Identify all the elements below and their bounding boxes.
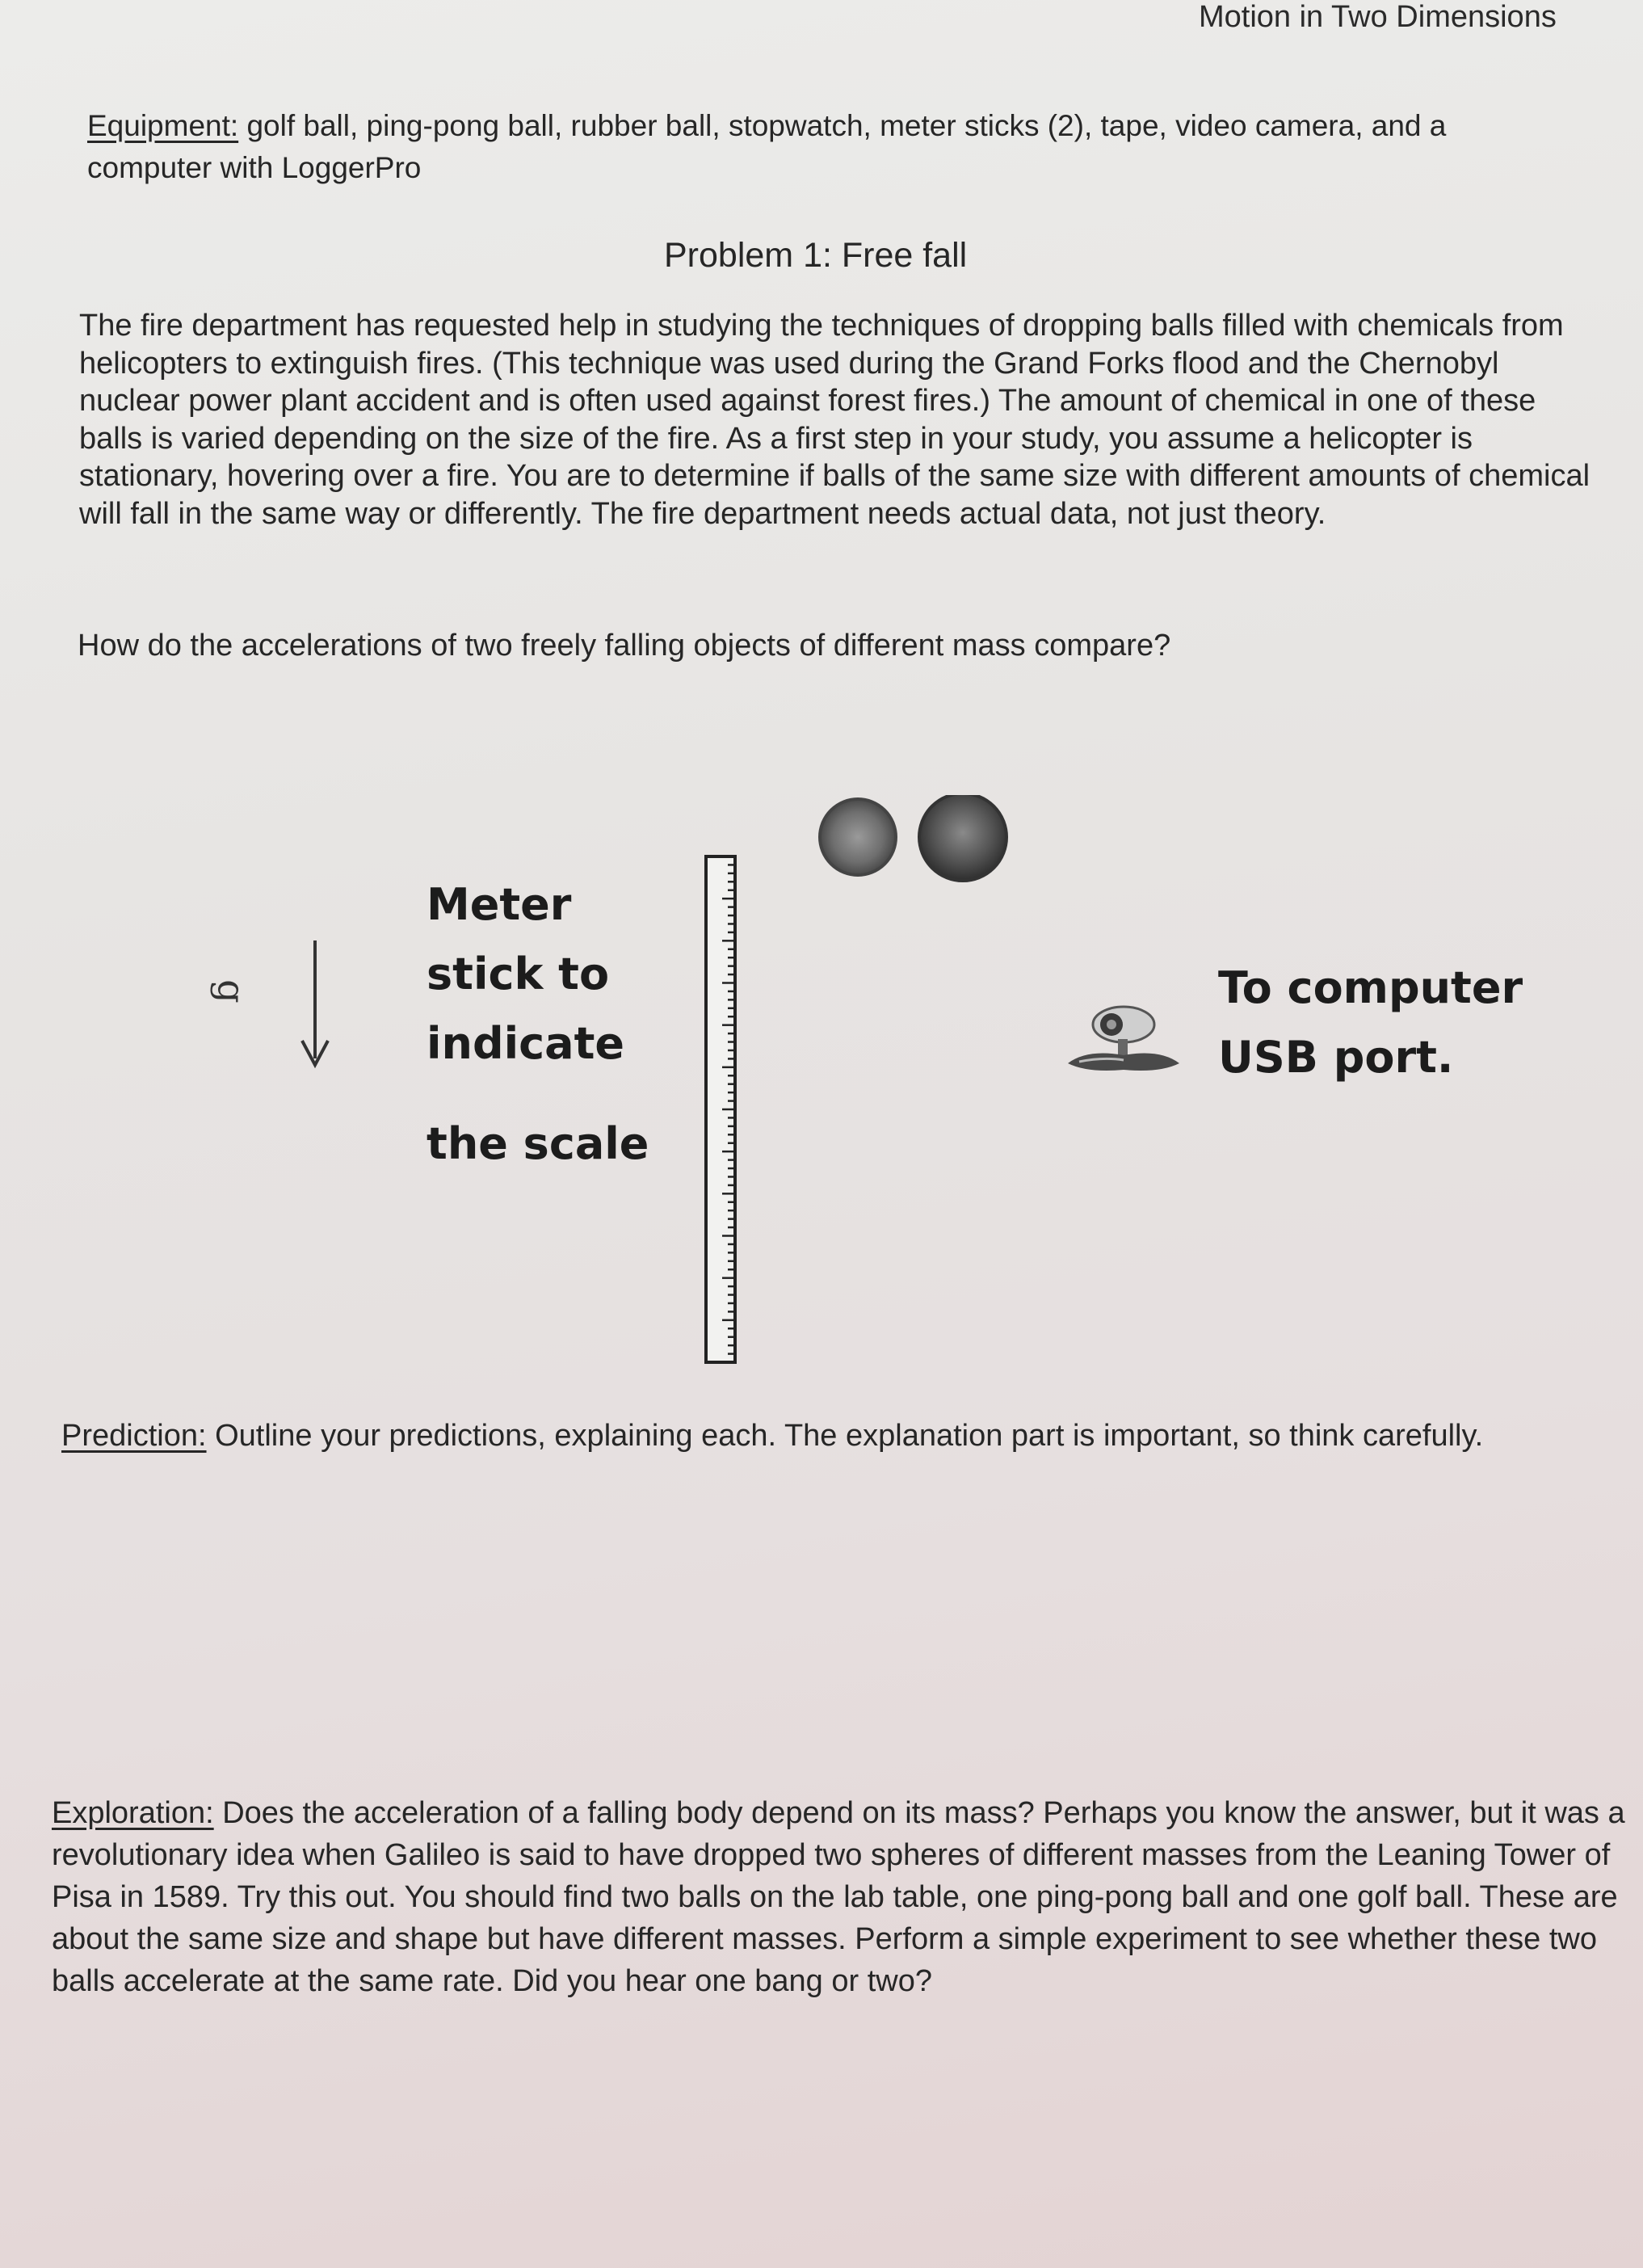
exploration-label: Exploration: xyxy=(52,1796,214,1830)
problem-title: Problem 1: Free fall xyxy=(664,236,968,275)
webcam-icon xyxy=(1063,992,1184,1081)
gravity-label: g xyxy=(209,979,254,1004)
down-arrow-icon xyxy=(291,937,339,1075)
prediction-paragraph xyxy=(61,1419,1596,1454)
exploration-text: Does the acceleration of a falling body depend on its mass? Perhaps you know the answer, but it was a revolutionary idea when Galileo is said to have dropped two spheres of different masses from the Leaning Tower of Pisa in 1589. Try this out. You should find two balls on the lab table, one ping-pong ball and one golf ball. These are about the same size and shape but have different masses. Perform a simple experiment to see whether these two balls accelerate at the same rate. Did you hear one bang or two? xyxy=(52,1796,1625,1998)
equipment-paragraph xyxy=(87,105,1565,189)
equipment-label: Equipment: xyxy=(87,109,239,142)
page-header-title: Motion in Two Dimensions xyxy=(1199,0,1557,34)
meter-stick-icon xyxy=(703,853,740,1367)
problem-question: How do the accelerations of two freely falling objects of different mass compare? xyxy=(78,629,1171,663)
meter-stick-label: Meter stick to indicate the scale xyxy=(427,879,649,1169)
falling-balls-icon xyxy=(811,795,1021,892)
equipment-text: golf ball, ping-pong ball, rubber ball, stopwatch, meter sticks (2), tape, video camera, and a computer with LoggerPro xyxy=(87,109,1447,184)
problem-description: The fire department has requested help in studying the techniques of dropping balls filled with chemicals from helicopters to extinguish fires. (This technique was used during the Grand Forks flood and the Chernobyl nuclear power plant accident and is often used against forest fires.) The amount of chemical in one of these balls is varied depending on the size of the fire. As a first step in your study, you assume a helicopter is stationary, hovering over a fire. You are to determine if balls of the same size with different amounts of chemical will fall in the same way or differently. The fire department needs actual data, not just theory. xyxy=(79,309,1590,531)
prediction-label: Prediction: xyxy=(61,1419,207,1453)
prediction-text: Outline your predictions, explaining each. The explanation part is important, so think carefully. xyxy=(206,1419,1484,1453)
exploration-paragraph xyxy=(52,1792,1627,2002)
computer-label: To computer USB port. xyxy=(1218,962,1523,1083)
